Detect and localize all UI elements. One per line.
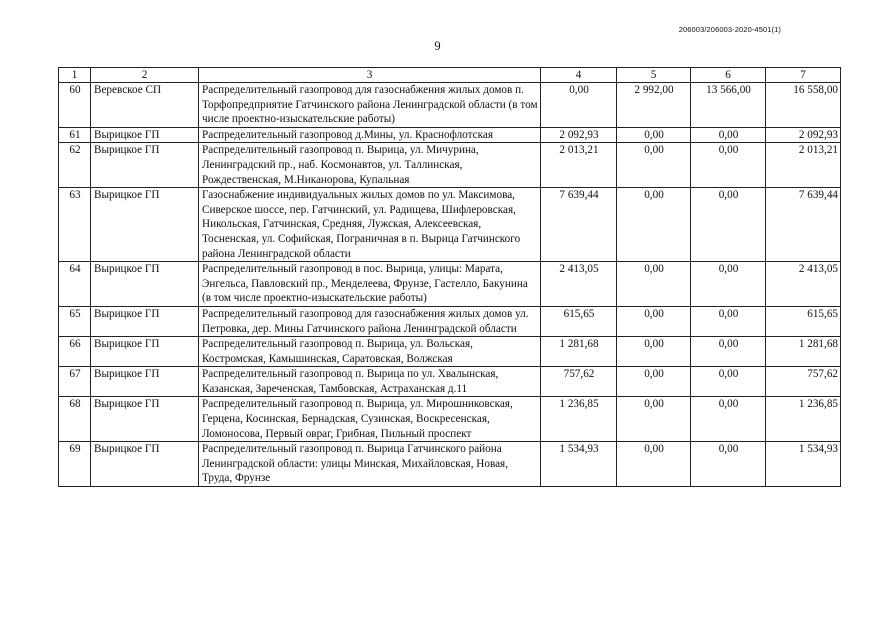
- table-row: [59, 367, 841, 397]
- amount-col-5: 0,00: [617, 442, 691, 487]
- project-description: Распределительный газопровод п. Вырица по ул. Хвалынская, Казанская, Зареченская, Тамбовская, Астраханская д.11: [199, 367, 541, 397]
- amount-col-6: 13 566,00: [691, 83, 766, 128]
- amount-total: 1 236,85: [766, 397, 841, 442]
- settlement-name: Вырицкое ГП: [91, 127, 199, 143]
- amount-total: 1 534,93: [766, 442, 841, 487]
- amount-col-4: 757,62: [541, 367, 617, 397]
- amount-col-6: 0,00: [691, 306, 766, 336]
- amount-col-4: 1 281,68: [541, 337, 617, 367]
- column-header: 3: [199, 68, 541, 83]
- amount-col-4: 7 639,44: [541, 188, 617, 262]
- amount-col-4: 1 236,85: [541, 397, 617, 442]
- row-number: 63: [59, 188, 91, 262]
- amount-col-6: 0,00: [691, 442, 766, 487]
- table-row: [59, 337, 841, 367]
- settlement-name: Вырицкое ГП: [91, 262, 199, 307]
- amount-col-6: 0,00: [691, 143, 766, 188]
- document-id: 206003/206003-2020-4501(1): [678, 25, 781, 34]
- amount-col-6: 0,00: [691, 367, 766, 397]
- amount-col-5: 0,00: [617, 337, 691, 367]
- amount-col-5: 0,00: [617, 127, 691, 143]
- amount-col-5: 0,00: [617, 397, 691, 442]
- project-description: Распределительный газопровод для газоснабжения жилых домов ул. Петровка, дер. Мины Гатчинского района Ленинградской области: [199, 306, 541, 336]
- table-row: [59, 127, 841, 143]
- amount-total: 2 013,21: [766, 143, 841, 188]
- row-number: 62: [59, 143, 91, 188]
- amount-col-6: 0,00: [691, 188, 766, 262]
- table-row: [59, 262, 841, 307]
- row-number: 64: [59, 262, 91, 307]
- row-number: 65: [59, 306, 91, 336]
- column-header: 7: [766, 68, 841, 83]
- amount-total: 2 413,05: [766, 262, 841, 307]
- page-number: 9: [434, 39, 441, 53]
- settlement-name: Вырицкое ГП: [91, 306, 199, 336]
- column-header: 5: [617, 68, 691, 83]
- project-description: Распределительный газопровод п. Вырица, ул. Вольская, Костромская, Камышинская, Саратовская, Волжская: [199, 337, 541, 367]
- amount-col-4: 2 413,05: [541, 262, 617, 307]
- amount-col-6: 0,00: [691, 127, 766, 143]
- row-number: 60: [59, 83, 91, 128]
- amount-col-5: 2 992,00: [617, 83, 691, 128]
- row-number: 68: [59, 397, 91, 442]
- amount-col-6: 0,00: [691, 262, 766, 307]
- amount-total: 1 281,68: [766, 337, 841, 367]
- column-header: 2: [91, 68, 199, 83]
- row-number: 61: [59, 127, 91, 143]
- amount-col-5: 0,00: [617, 188, 691, 262]
- project-description: Газоснабжение индивидуальных жилых домов по ул. Максимова, Сиверское шоссе, пер. Гатчинский, ул. Радищева, Шифлеровская, Никольская, Гатчинская, Средняя, Лужская, Алексеевская, Тосненская, ул. Софийская, Пограничная в п. Вырица Гатчинского района Ленинградской области: [199, 188, 541, 262]
- row-number: 67: [59, 367, 91, 397]
- settlement-name: Вырицкое ГП: [91, 442, 199, 487]
- table-row: [59, 188, 841, 262]
- table-row: [59, 397, 841, 442]
- amount-total: 615,65: [766, 306, 841, 336]
- project-description: Распределительный газопровод для газоснабжения жилых домов п. Торфопредприятие Гатчинского района Ленинградской области (в том числе проектно-изыскательские работы): [199, 83, 541, 128]
- amount-total: 2 092,93: [766, 127, 841, 143]
- amount-col-5: 0,00: [617, 367, 691, 397]
- gas-pipeline-table: [58, 67, 841, 487]
- amount-col-4: 615,65: [541, 306, 617, 336]
- settlement-name: Вырицкое ГП: [91, 337, 199, 367]
- settlement-name: Вырицкое ГП: [91, 188, 199, 262]
- column-header: 1: [59, 68, 91, 83]
- table-row: [59, 83, 841, 128]
- amount-col-4: 2 013,21: [541, 143, 617, 188]
- amount-col-5: 0,00: [617, 262, 691, 307]
- amount-total: 7 639,44: [766, 188, 841, 262]
- amount-col-5: 0,00: [617, 306, 691, 336]
- project-description: Распределительный газопровод в пос. Вырица, улицы: Марата, Энгельса, Павловский пр., Менделеева, Фрунзе, Гастелло, Бакунина (в том числе проектно-изыскательские работы): [199, 262, 541, 307]
- amount-col-5: 0,00: [617, 143, 691, 188]
- amount-col-6: 0,00: [691, 397, 766, 442]
- settlement-name: Вырицкое ГП: [91, 367, 199, 397]
- column-header: 4: [541, 68, 617, 83]
- column-header: 6: [691, 68, 766, 83]
- table-row: [59, 442, 841, 487]
- settlement-name: Вырицкое ГП: [91, 143, 199, 188]
- header-row: [59, 68, 841, 83]
- amount-col-4: 1 534,93: [541, 442, 617, 487]
- project-description: Распределительный газопровод п. Вырица, ул. Мирошниковская, Герцена, Косинская, Бернадская, Сузинская, Воскресенская, Ломоносова, Первый овраг, Грибная, Пильный проспект: [199, 397, 541, 442]
- settlement-name: Вырицкое ГП: [91, 397, 199, 442]
- table-row: [59, 306, 841, 336]
- amount-total: 16 558,00: [766, 83, 841, 128]
- row-number: 69: [59, 442, 91, 487]
- table-body: [59, 83, 841, 487]
- amount-total: 757,62: [766, 367, 841, 397]
- settlement-name: Веревское СП: [91, 83, 199, 128]
- project-description: Распределительный газопровод п. Вырица Гатчинского района Ленинградской области: улицы Минская, Михайловская, Новая, Труда, Фрунзе: [199, 442, 541, 487]
- table-row: [59, 143, 841, 188]
- amount-col-6: 0,00: [691, 337, 766, 367]
- project-description: Распределительный газопровод п. Вырица, ул. Мичурина, Ленинградский пр., наб. Космонавтов, ул. Таллинская, Рождественская, М.Никанорова, Купальная: [199, 143, 541, 188]
- amount-col-4: 2 092,93: [541, 127, 617, 143]
- project-description: Распределительный газопровод д.Мины, ул. Краснофлотская: [199, 127, 541, 143]
- row-number: 66: [59, 337, 91, 367]
- amount-col-4: 0,00: [541, 83, 617, 128]
